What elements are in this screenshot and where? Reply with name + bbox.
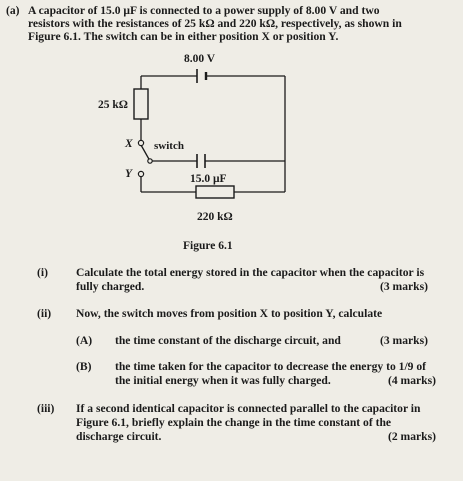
part-iii-line-1: If a second identical capacitor is connected parallel to the capacitor in <box>76 402 421 415</box>
part-iii-number: (iii) <box>37 402 55 415</box>
part-i-line-1: Calculate the total energy stored in the capacitor when the capacitor is <box>76 266 425 279</box>
part-iiA-number: (A) <box>76 334 93 347</box>
part-iiB-marks: (4 marks) <box>388 374 436 387</box>
switch-terminal-y <box>138 171 143 176</box>
intro-line-1: A capacitor of 15.0 μF is connected to a power supply of 8.00 V and two <box>28 4 380 17</box>
part-iiB-line-2: the initial energy when it was fully charged. <box>115 374 331 387</box>
capacitor-label: 15.0 μF <box>190 173 227 185</box>
r2-label: 220 kΩ <box>197 211 233 223</box>
figure-ref: Figure 6.1 <box>76 416 127 429</box>
part-iiA-marks: (3 marks) <box>380 334 428 347</box>
intro-line-3-rest: . The switch can be in either position X or position Y. <box>78 30 339 43</box>
part-ii-line-1: Now, the switch moves from position X to position Y, calculate <box>76 307 383 320</box>
part-i-line-2: fully charged. <box>76 280 145 293</box>
switch-terminal-x <box>138 140 143 145</box>
switch-pivot <box>148 159 152 163</box>
figure-caption: Figure 6.1 <box>183 240 233 252</box>
switch-label: switch <box>154 140 184 152</box>
intro-line-2: resistors with the resistances of 25 kΩ and 220 kΩ, respectively, as shown in <box>28 17 402 30</box>
part-a-label: (a) <box>6 4 20 17</box>
part-iii-marks: (2 marks) <box>388 430 436 443</box>
part-iii-line-3: discharge circuit. <box>76 430 162 443</box>
x-label: X <box>125 138 133 150</box>
resistor-220k <box>196 186 234 198</box>
figure-ref: Figure 6.1 <box>28 30 79 43</box>
y-label: Y <box>125 168 133 180</box>
part-iiA-line-1: the time constant of the discharge circuit, and <box>115 334 341 347</box>
r1-label: 25 kΩ <box>98 99 128 111</box>
part-ii-number: (ii) <box>37 307 52 320</box>
part-iiB-line-1: the time taken for the capacitor to decrease the energy to 1/9 of <box>115 360 427 373</box>
part-iii-line-2 <box>76 416 391 429</box>
part-i-marks: (3 marks) <box>380 280 428 293</box>
part-i-number: (i) <box>37 266 48 279</box>
part-iii-line-2-rest: , briefly explain the change in the time constant of the <box>126 416 392 429</box>
part-iiB-number: (B) <box>76 360 92 373</box>
supply-label: 8.00 V <box>184 53 216 65</box>
resistor-25k <box>134 89 148 119</box>
